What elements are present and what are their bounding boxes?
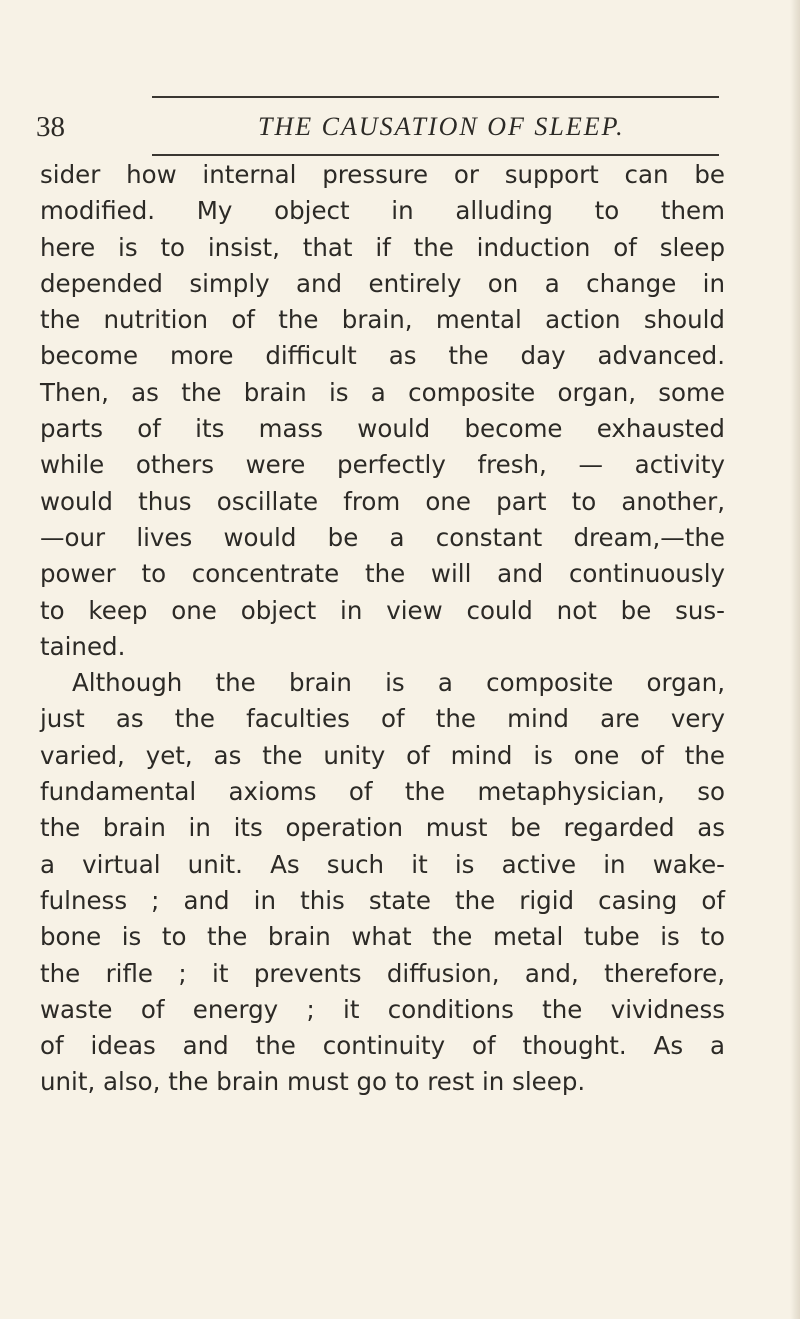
text-line: sider how internal pressure or support can be [40,160,725,189]
paragraph-1 [40,157,725,665]
text-line: fundamental axioms of the metaphysician, so [40,777,725,807]
text-line: become more difficult as the day advanced. [40,341,725,371]
text-line: Then, as the brain is a composite organ, some [40,377,725,407]
text-line: —our lives would be a constant dream,—the [40,522,725,552]
text-line: of ideas and the continuity of thought. As a [40,1031,725,1061]
text-line: the nutrition of the brain, mental action should [40,305,725,335]
text-line: depended simply and entirely on a change in [40,268,725,298]
paragraph-2 [40,665,725,1101]
header-rule-bottom [152,154,719,156]
text-line: to keep one object in view could not be sus- [40,595,725,625]
text-line: the brain in its operation must be regarded as [40,813,725,843]
text-line: while others were perfectly fresh, — activity [40,450,725,480]
page-number: 38 [36,111,65,143]
body-text [40,157,725,1101]
header-rule-top [152,96,719,98]
text-line: Although the brain is a composite organ, [72,668,725,698]
text-line: modified. My object in alluding to them [40,196,725,226]
text-line: unit, also, the brain must go to rest in sleep. [40,1067,586,1097]
text-line: parts of its mass would become exhausted [40,414,725,444]
text-line: tained. [40,631,126,661]
page-edge-shadow [790,0,800,1319]
text-line: fulness ; and in this state the rigid casing of [40,885,725,915]
text-line: a virtual unit. As such it is active in wake- [40,849,725,879]
text-line: bone is to the brain what the metal tube is to [40,922,725,952]
text-line: would thus oscillate from one part to another, [40,486,725,516]
text-line: varied, yet, as the unity of mind is one of the [40,740,725,770]
text-line: just as the faculties of the mind are very [40,704,725,734]
text-line: waste of energy ; it conditions the vividness [40,994,725,1024]
running-title: THE CAUSATION OF SLEEP. [258,112,625,141]
text-line: here is to insist, that if the induction of sleep [40,232,725,262]
text-line: the rifle ; it prevents diffusion, and, therefore, [40,958,725,988]
text-line: power to concentrate the will and continuously [40,559,725,589]
